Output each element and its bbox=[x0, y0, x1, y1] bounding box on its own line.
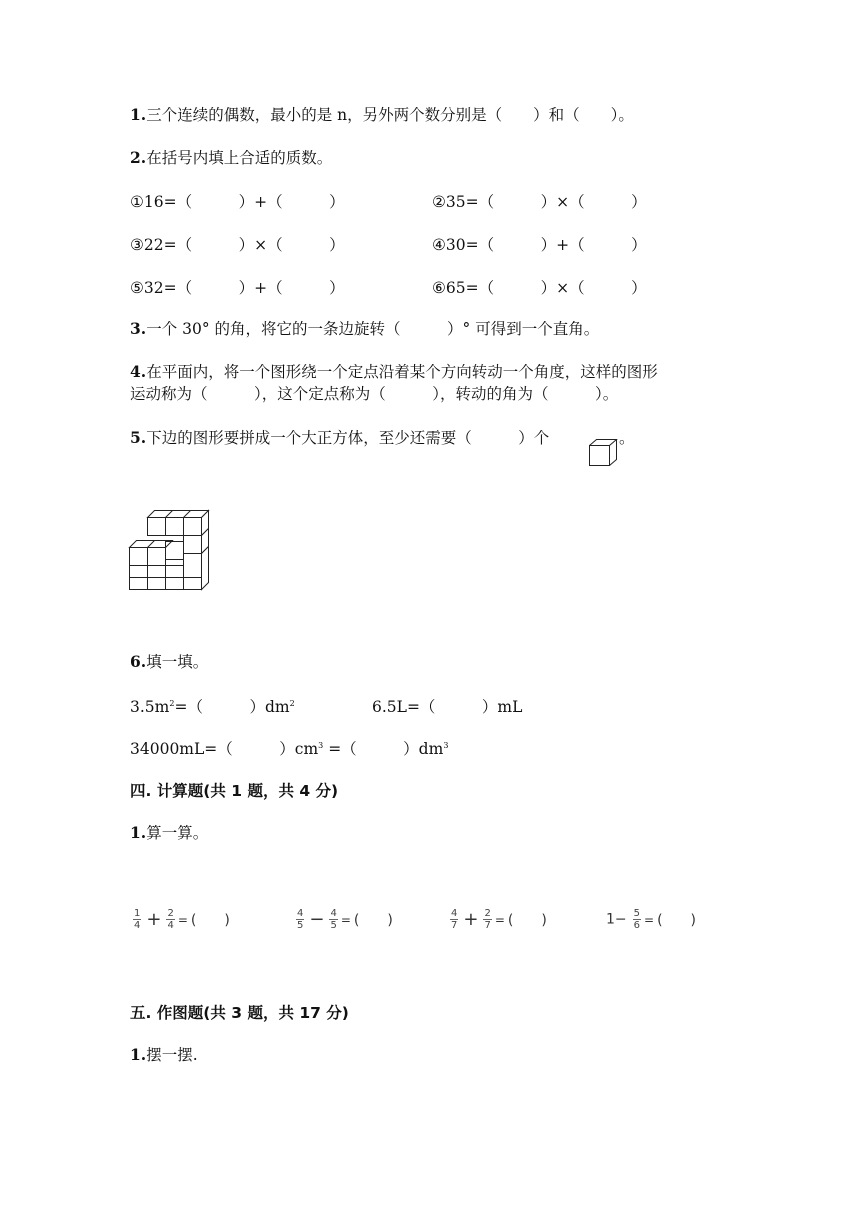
question-number: 1. bbox=[130, 823, 147, 842]
question-number: 4. bbox=[130, 362, 147, 381]
question-text: 一个 30° 的角，将它的一条边旋转（ ）° 可得到一个直角。 bbox=[146, 320, 600, 338]
calc-expression-4: 1− $\frac{5}{6}$ = ( ) bbox=[606, 908, 697, 931]
question-2 bbox=[130, 147, 332, 169]
question-text: 在括号内填上合适的质数。 bbox=[146, 149, 333, 167]
question-5-end: 。 bbox=[619, 429, 635, 447]
section-4-title: 四. 计算题(共 1 题，共 4 分) bbox=[130, 782, 339, 800]
q6-item-volume: 6.5L=（ ）mL bbox=[372, 698, 523, 716]
section-4-question-1 bbox=[130, 822, 208, 844]
question-text: 下边的图形要拼成一个大正方体，至少还需要（ ）个 bbox=[146, 429, 550, 447]
section-5-question-1 bbox=[130, 1044, 198, 1066]
small-cube-icon bbox=[588, 438, 620, 468]
question-text: 填一填。 bbox=[146, 653, 209, 671]
question-number: 3. bbox=[130, 319, 147, 338]
calc-expression-3: $\frac{4}{7}$ + $\frac{2}{7}$ = ( ) bbox=[451, 908, 547, 931]
question-number: 5. bbox=[130, 428, 147, 447]
question-4 bbox=[130, 361, 658, 383]
question-number: 1. bbox=[130, 105, 147, 124]
question-text: 三个连续的偶数，最小的是 n，另外两个数分别是（ ）和（ ）。 bbox=[146, 106, 634, 124]
question-number: 2. bbox=[130, 148, 147, 167]
question-text-line-1: 在平面内，将一个图形绕一个定点沿着某个方向转动一个角度，这样的图形 bbox=[146, 363, 658, 381]
q2-item-5: ⑤32=（ ）+（ ） bbox=[130, 279, 345, 297]
q2-item-3: ③22=（ ）×（ ） bbox=[130, 236, 345, 254]
q2-item-1: ①16=（ ）+（ ） bbox=[130, 193, 345, 211]
question-number: 6. bbox=[130, 652, 147, 671]
section-5-title: 五. 作图题(共 3 题，共 17 分) bbox=[130, 1004, 349, 1022]
calc-expression-1: $\frac{1}{4}$ + $\frac{2}{4}$ = ( ) bbox=[134, 908, 230, 931]
question-number: 1. bbox=[130, 1045, 147, 1064]
cube-stack-figure bbox=[128, 508, 212, 594]
question-1 bbox=[130, 104, 634, 126]
calc-expression-2: $\frac{4}{5}$ − $\frac{4}{5}$ = ( ) bbox=[297, 908, 393, 931]
q2-item-6: ⑥65=（ ）×（ ） bbox=[432, 279, 647, 297]
question-3 bbox=[130, 318, 599, 340]
q6-item-capacity: 34000mL=（ ）$cm^3$ =（ ）$dm^3$ bbox=[130, 740, 449, 758]
question-6 bbox=[130, 651, 208, 673]
q2-item-4: ④30=（ ）+（ ） bbox=[432, 236, 647, 254]
question-text: 摆一摆. bbox=[146, 1046, 198, 1064]
q2-item-2: ②35=（ ）×（ ） bbox=[432, 193, 647, 211]
question-4-line-2: 运动称为（ ），这个定点称为（ ），转动的角为（ ）。 bbox=[130, 385, 619, 403]
q6-item-area: $3.5m^2=$（ ）$dm^2$ bbox=[130, 698, 295, 716]
question-5 bbox=[130, 427, 549, 449]
question-text: 算一算。 bbox=[146, 824, 209, 842]
